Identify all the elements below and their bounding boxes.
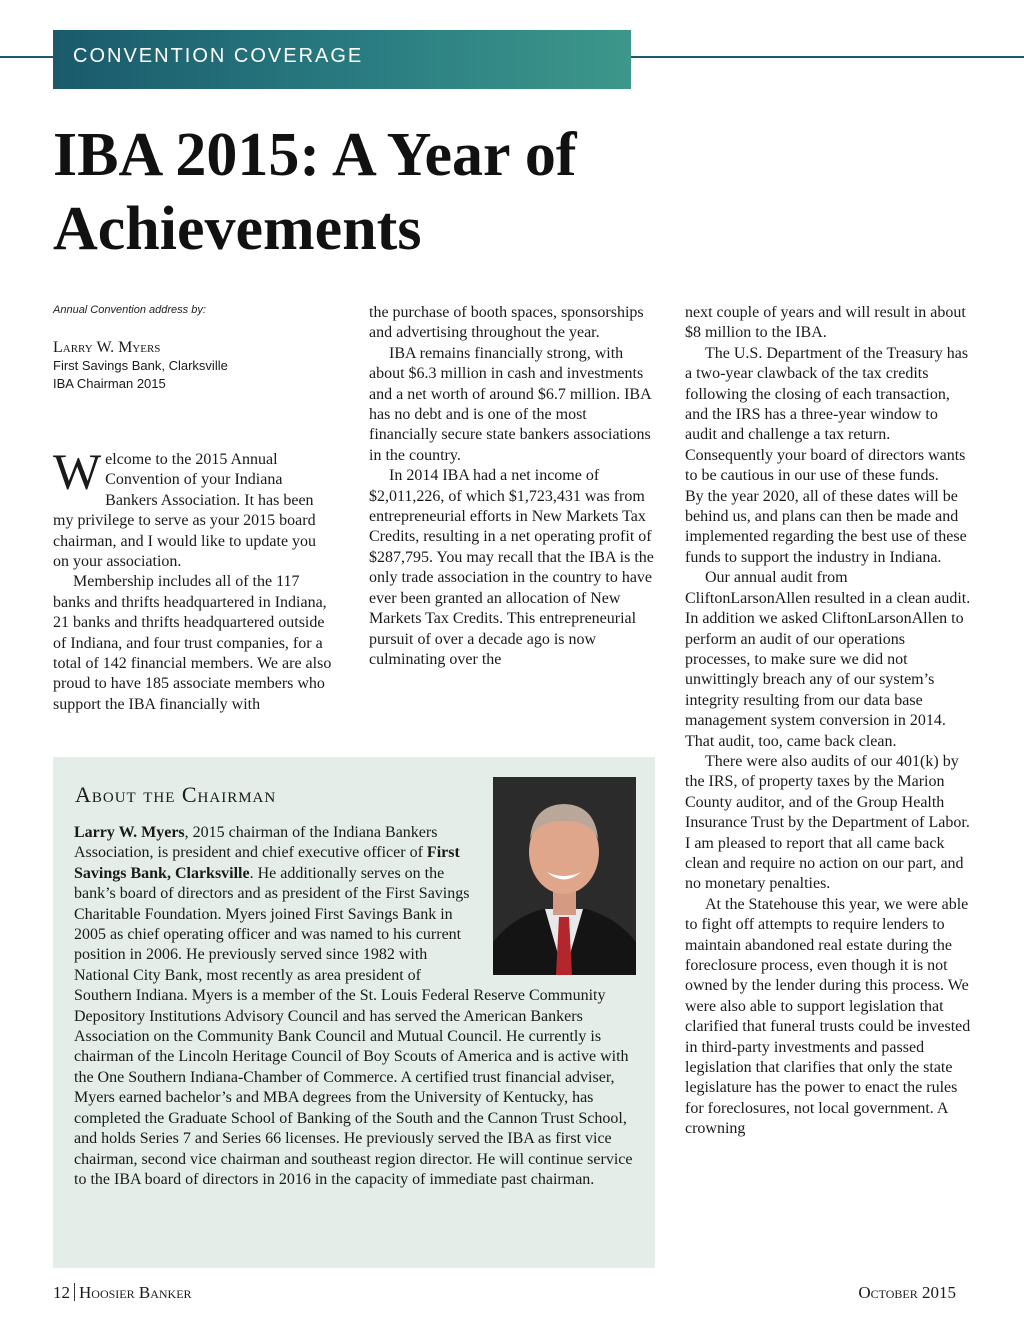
chairman-name: Larry W. Myers	[74, 824, 185, 841]
chairman-bank: First Savings Bank, Clarksville	[74, 844, 460, 882]
article-column-3	[685, 303, 972, 1140]
paragraph-text: elcome to the 2015 Annual Convention of your Indiana Bankers Association. It has been my privilege to serve as your 2015 board chairman, and I would like to update you on your association.	[53, 451, 317, 571]
byline	[53, 304, 333, 393]
paragraph: There were also audits of our 401(k) by the IRS, of property taxes by the Marion County auditor, and of the Group Health Insurance Trust by the Department of Labor. I am pleased to report that all came back clean and require no action on our part, and no monetary penalties.	[685, 752, 970, 893]
page-footer-left	[53, 1283, 192, 1303]
chairman-photo	[493, 777, 636, 975]
paragraph: the purchase of booth spaces, sponsorships and advertising throughout the year.	[369, 304, 644, 342]
paragraph: Membership includes all of the 117 banks and thrifts headquartered in Indiana, 21 banks and thrifts headquartered outside of Indiana, and four trust companies, for a total of 142 financial members. We are also proud to have 185 associate members who support the IBA financially with	[53, 573, 332, 713]
paragraph: In 2014 IBA had a net income of $2,011,226, of which $1,723,431 was from entrepreneurial efforts in New Markets Tax Credits, resulting in a net operating profit of $287,795. You may recall that the IBA is the only trade association in the country to have ever been granted an allocation of New Markets Tax Credits. This entrepreneurial pursuit of over a decade ago is now culminating over the	[369, 467, 654, 668]
paragraph	[53, 445, 336, 572]
paragraph: At the Statehouse this year, we were able to fight off attempts to require lenders to maintain abandoned real estate during the foreclosure process, even though it is not owned by the lender during this process. We were also able to support legislation that clarified that funeral trusts could be invested in third-party investments and passed legislation that clarifies that only the state legislature has the power to enact the rules for foreclosures, not local government. A crowning	[685, 895, 971, 1138]
paragraph: By the year 2020, all of these dates will be behind us, and plans can then be made and implemented regarding the best use of these funds to support the industry in Indiana.	[685, 487, 967, 566]
paragraph: next couple of years and will result in about $8 million to the IBA.	[685, 304, 966, 342]
chairman-bio	[74, 823, 634, 1190]
article-title: IBA 2015: A Year of Achievements	[53, 121, 577, 263]
drop-cap: W	[53, 445, 102, 501]
section-banner	[53, 30, 631, 89]
article-column-2	[369, 303, 654, 670]
bio-text: , 2015 chairman of the Indiana Bankers Association, is president and chief executive officer of	[74, 824, 438, 862]
section-label: CONVENTION COVERAGE	[73, 45, 364, 67]
about-chairman-box	[53, 757, 655, 1268]
publication-name: Hoosier Banker	[79, 1283, 192, 1302]
author-role: IBA Chairman 2015	[53, 376, 166, 391]
byline-intro: Annual Convention address by:	[53, 304, 206, 316]
footer-divider	[74, 1283, 75, 1301]
author-bank: First Savings Bank, Clarksville	[53, 358, 228, 373]
article-column-1	[53, 445, 336, 715]
issue-date: October 2015	[858, 1283, 956, 1302]
portrait-illustration	[493, 777, 636, 975]
bio-text: . He additionally serves on the bank’s board of directors and as president of the First Savings Charitable Foundation. Myers joined First Savings Bank in 2005 as chief operating officer and was named to his current position in 2006. He previously served since 1982 with National City Bank, most recently as area president of Southern Indiana. Myers is a member of the St. Louis Federal Reserve Community Depository Institutions Advisory Council and has served the American Bankers Association on the Community Bank Council and Mutual Council. He currently is chairman of the Lincoln Heritage Council of Boy Scouts of America and is active with the One Southern Indiana-Chamber of Commerce. A certified trust financial adviser, Myers earned bachelor’s and MBA degrees from the University of Kentucky, has completed the Graduate School of Banking of the South and the Cannon Trust School, and holds Series 7 and Series 66 licenses. He previously served the IBA as first vice chairman, second vice chairman and southeast region director. He will continue service to the IBA board of directors in 2016 in the capacity of immediate past chairman.	[74, 864, 633, 1188]
page-number: 12	[53, 1283, 70, 1302]
paragraph: The U.S. Department of the Treasury has a two-year clawback of the tax credits following the closing of each transaction, and the IRS has a three-year window to audit and challenge a tax return. Consequently your board of directors wants to be cautious in our use of these funds.	[685, 344, 969, 485]
box-heading: About the Chairman	[75, 782, 277, 807]
paragraph: Our annual audit from CliftonLarsonAllen resulted in a clean audit. In addition we asked CliftonLarsonAllen to perform an audit of our operations processes, to make sure we did not unwittingly breach any of our system’s integrity resulting from our data base management system conversion in 2014. That audit, too, came back clean.	[685, 569, 971, 750]
paragraph: IBA remains financially strong, with about $6.3 million in cash and investments and a net worth of around $6.7 million. IBA has no debt and is one of the most financially secure state bankers associations in the country.	[369, 344, 651, 464]
author-name: Larry W. Myers	[53, 339, 161, 356]
